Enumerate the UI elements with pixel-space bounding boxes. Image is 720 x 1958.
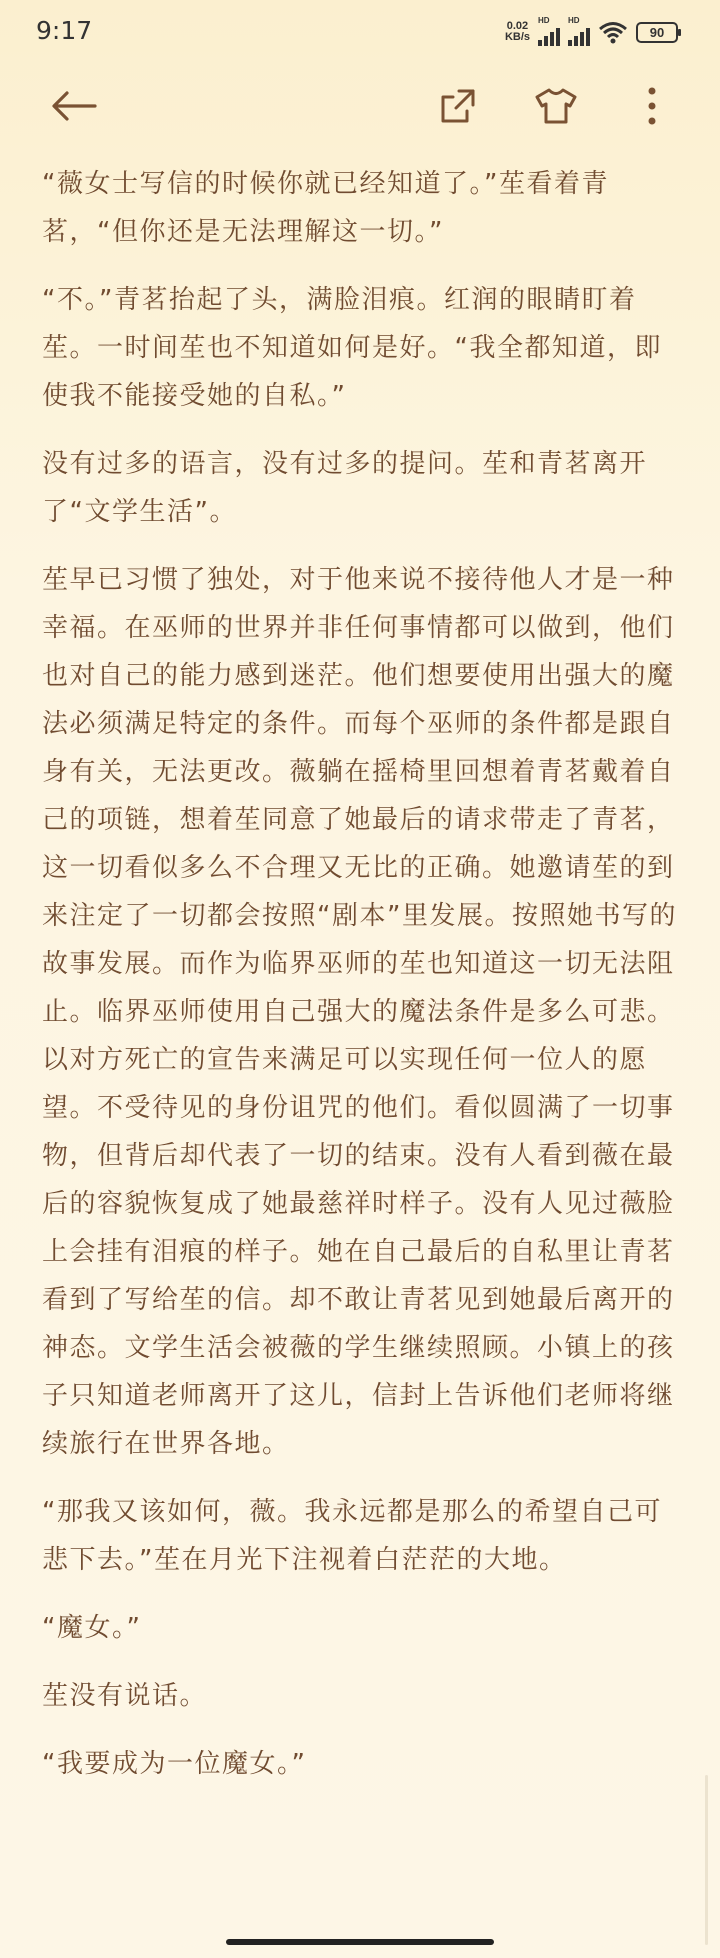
paragraph: 苼早已习惯了独处，对于他来说不接待他人才是一种幸福。在巫师的世界并非任何事情都可以做到，他们也对自己的能力感到迷茫。他们想要使用出强大的魔法必须满足特定的条件。而每个巫师的条件都是跟自身有关，无法更改。薇躺在摇椅里回想着青茗戴着自己的项链，想着苼同意了她最后的请求带走了青茗，这一切看似多么不合理又无比的正确。她邀请苼的到来注定了一切都会按照“剧本”里发展。按照她书写的故事发展。而作为临界巫师的苼也知道这一切无法阻止。临界巫师使用自己强大的魔法条件是多么可悲。以对方死亡的宣告来满足可以实现任何一位人的愿望。不受待见的身份诅咒的他们。看似圆满了一切事物，但背后却代表了一切的结束。没有人看到薇在最后的容貌恢复成了她最慈祥时样子。没有人见过薇脸上会挂有泪痕的样子。她在自己最后的自私里让青茗看到了写给苼的信。却不敢让青茗见到她最后离开的神态。文学生活会被薇的学生继续照顾。小镇上的孩子只知道老师离开了这儿，信封上告诉他们老师将继续旅行在世界各地。 bbox=[42, 565, 677, 1459]
status-icons bbox=[505, 18, 678, 46]
reader-toolbar bbox=[0, 66, 720, 146]
paragraph: “我要成为一位魔女。” bbox=[42, 1749, 307, 1779]
paragraph: “那我又该如何，薇。我永远都是那么的希望自己可悲下去。”苼在月光下注视着白茫茫的大地。 bbox=[42, 1497, 662, 1575]
signal-hd-label: HD bbox=[568, 16, 580, 25]
signal-icon bbox=[538, 18, 560, 46]
scrollbar[interactable] bbox=[705, 1775, 708, 1945]
arrow-left-icon bbox=[51, 90, 97, 122]
paragraph: 没有过多的语言，没有过多的提问。苼和青茗离开了“文学生活”。 bbox=[42, 449, 648, 527]
chapter-content bbox=[42, 160, 678, 1808]
signal-hd-label: HD bbox=[538, 16, 550, 25]
tshirt-icon bbox=[535, 87, 577, 125]
more-vertical-icon bbox=[647, 86, 657, 126]
paragraph: “不。”青茗抬起了头，满脸泪痕。红润的眼睛盯着苼。一时间苼也不知道如何是好。“我全都知道，即使我不能接受她的自私。” bbox=[42, 285, 662, 411]
battery-level: 90 bbox=[649, 24, 665, 40]
back-button[interactable] bbox=[44, 76, 104, 136]
status-time: 9:17 bbox=[36, 16, 93, 45]
paragraph: 苼没有说话。 bbox=[42, 1681, 208, 1711]
more-button[interactable] bbox=[622, 76, 682, 136]
paragraph: “魔女。” bbox=[42, 1613, 142, 1643]
share-icon bbox=[439, 87, 477, 125]
network-speed-unit: KB/s bbox=[504, 31, 530, 43]
signal-icon bbox=[568, 18, 590, 46]
battery-icon bbox=[636, 22, 678, 43]
paragraph: “薇女士写信的时候你就已经知道了。”苼看着青茗，“但你还是无法理解这一切。” bbox=[42, 169, 609, 247]
home-indicator[interactable] bbox=[226, 1939, 494, 1945]
theme-button[interactable] bbox=[526, 76, 586, 136]
network-speed bbox=[505, 21, 530, 43]
status-bar bbox=[0, 0, 720, 64]
share-button[interactable] bbox=[428, 76, 488, 136]
network-speed-value: 0.02 bbox=[506, 20, 529, 32]
wifi-icon bbox=[598, 20, 628, 44]
